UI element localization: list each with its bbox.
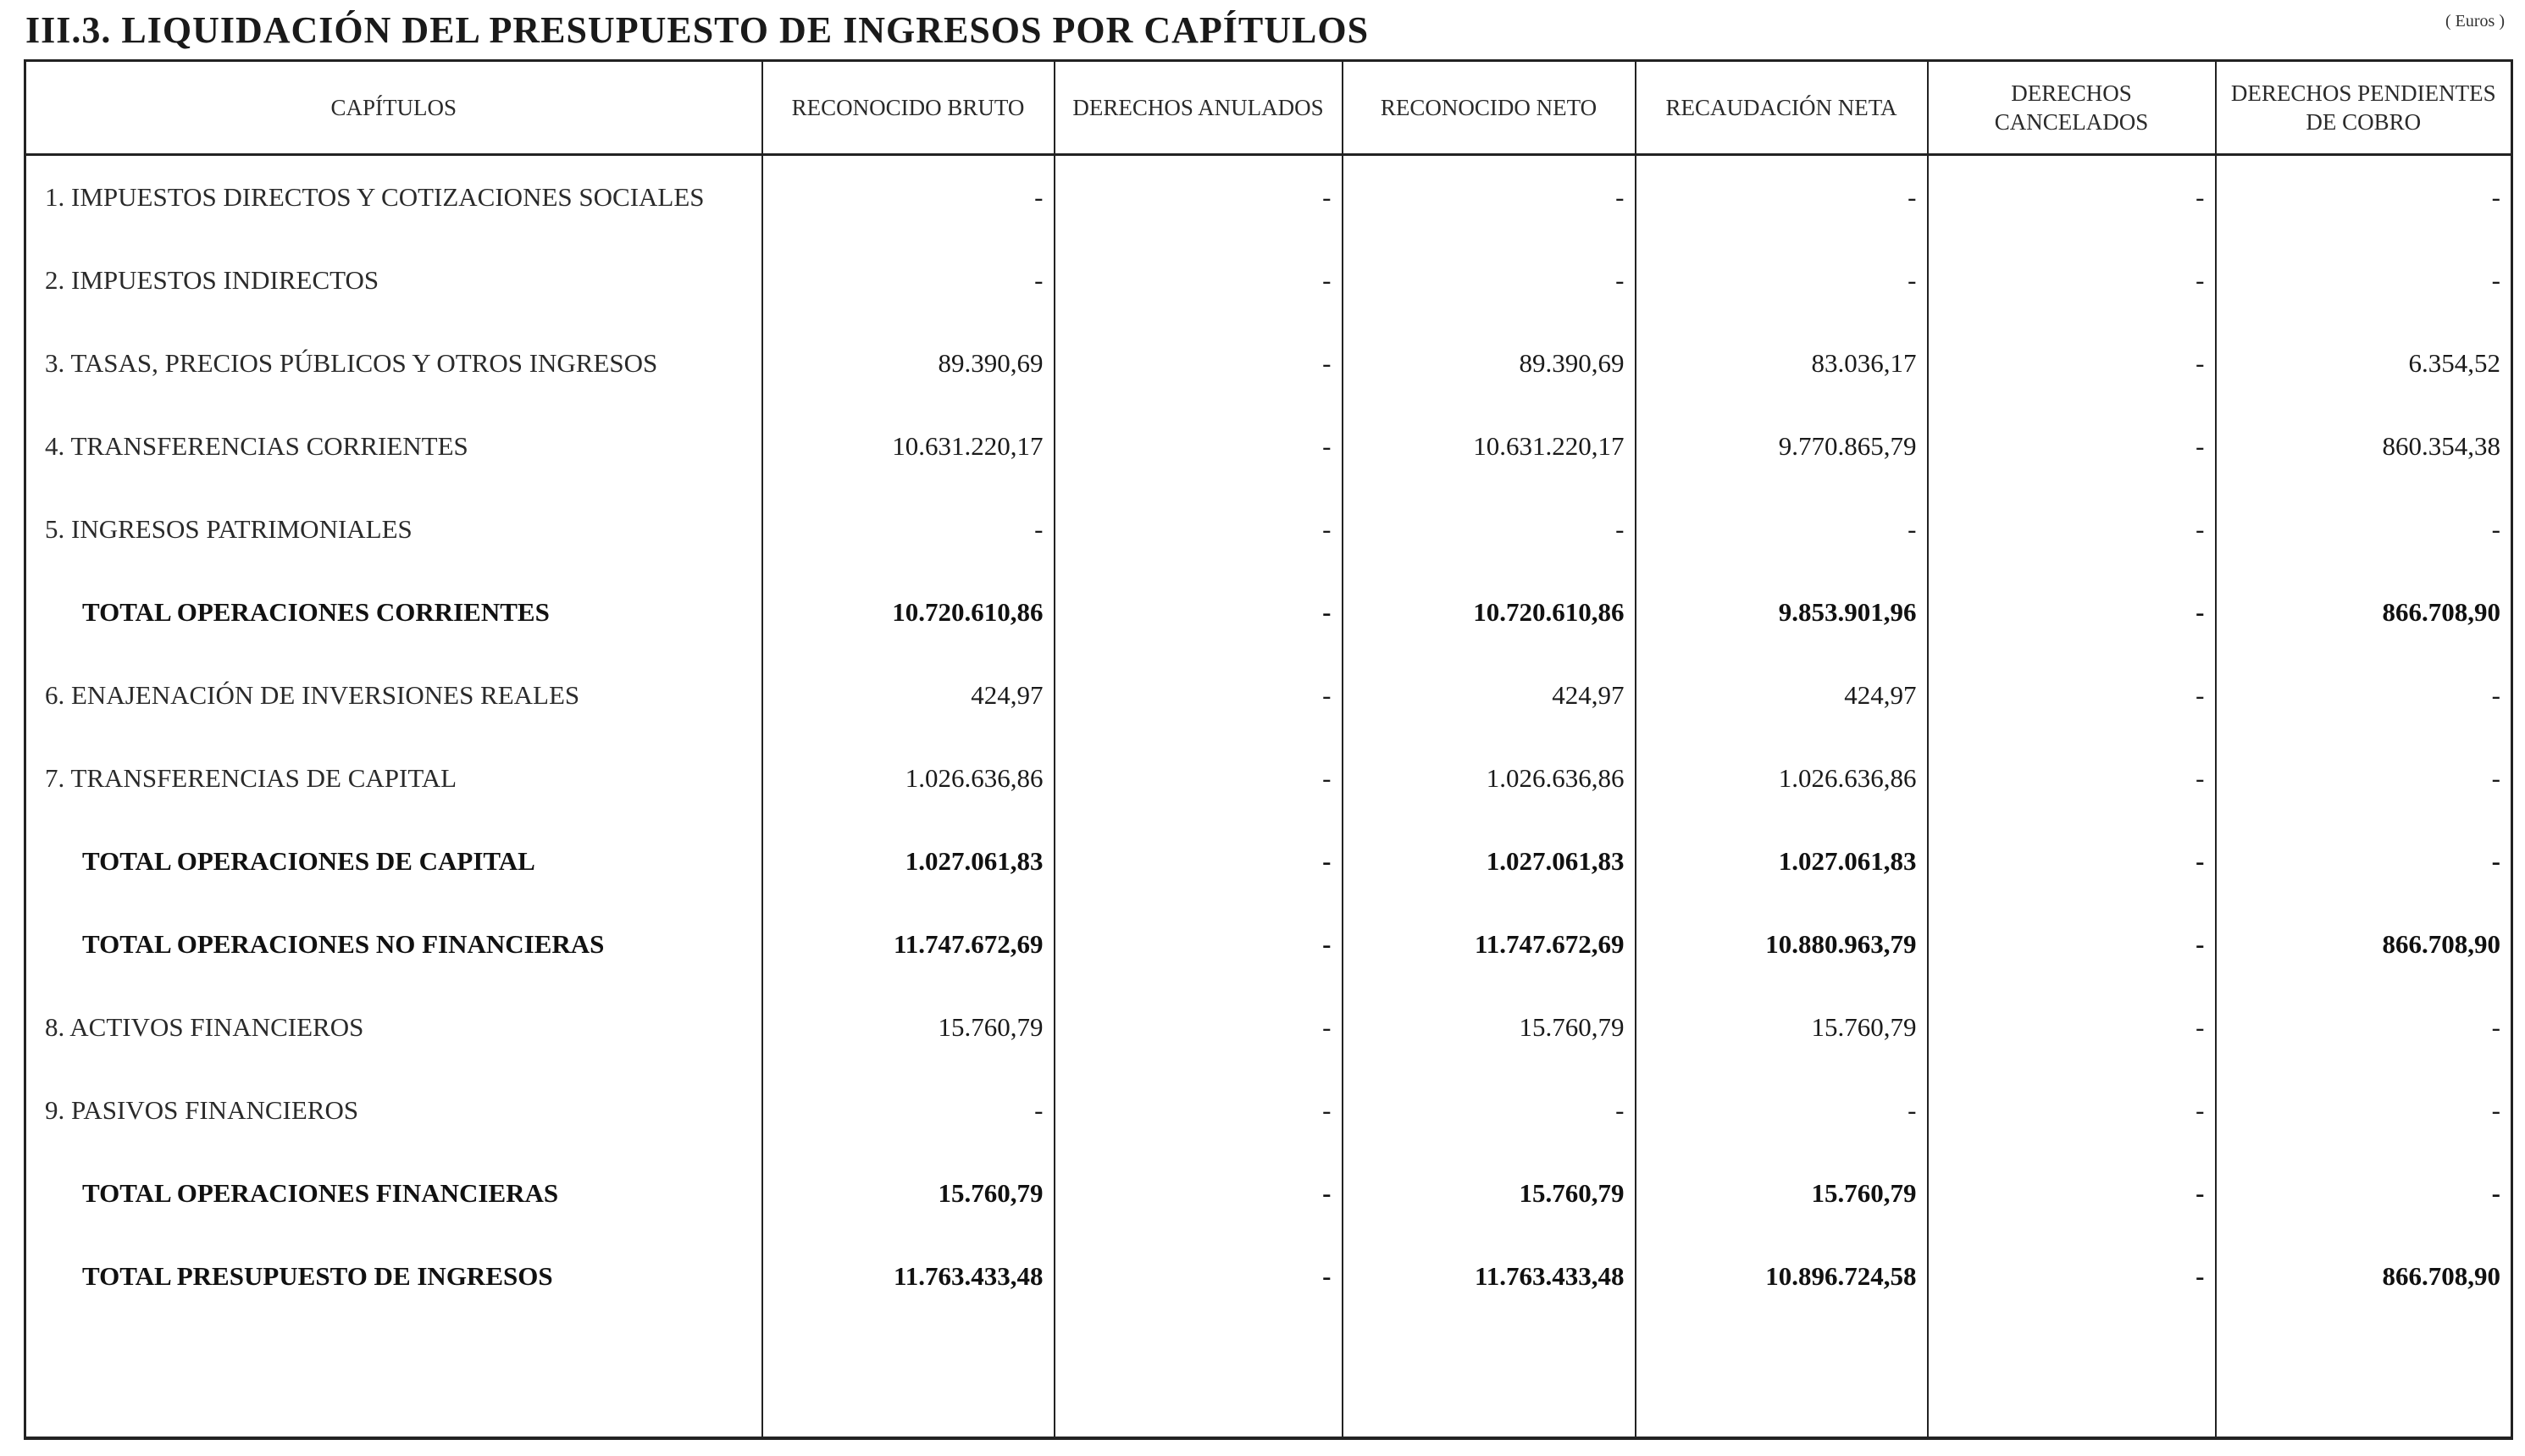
reconocido-neto-cell: - (1343, 155, 1636, 240)
row-label: TOTAL OPERACIONES FINANCIERAS (82, 1178, 559, 1208)
derechos-anulados-cell: - (1055, 654, 1343, 737)
pendientes-cobro-cell: - (2216, 1152, 2512, 1235)
reconocido-bruto-cell: 424,97 (762, 654, 1055, 737)
header-recaudacion-neta: RECAUDACIÓN NETA (1636, 61, 1928, 155)
pendientes-cobro-cell: 860.354,38 (2216, 405, 2512, 488)
derechos-cancelados-cell: - (1928, 903, 2216, 986)
reconocido-bruto-cell: 11.747.672,69 (762, 903, 1055, 986)
recaudacion-neta-cell: 424,97 (1636, 654, 1928, 737)
reconocido-neto-cell: 10.631.220,17 (1343, 405, 1636, 488)
recaudacion-neta-cell: 1.027.061,83 (1636, 820, 1928, 903)
table-row (25, 986, 2512, 1069)
reconocido-bruto-cell: 15.760,79 (762, 1152, 1055, 1235)
recaudacion-neta-cell: 15.760,79 (1636, 1152, 1928, 1235)
empty-cell (1343, 1318, 1636, 1438)
pendientes-cobro-cell: - (2216, 737, 2512, 820)
pendientes-cobro-cell: 6.354,52 (2216, 322, 2512, 405)
table-row (25, 155, 2512, 240)
row-label: 5. INGRESOS PATRIMONIALES (45, 514, 413, 544)
derechos-anulados-cell: - (1055, 1069, 1343, 1152)
derechos-cancelados-cell: - (1928, 571, 2216, 654)
header-derechos-cancelados: DERECHOS CANCELADOS (1928, 61, 2216, 155)
empty-cell (25, 1318, 762, 1438)
reconocido-bruto-cell: - (762, 488, 1055, 571)
pendientes-cobro-cell: - (2216, 654, 2512, 737)
derechos-anulados-cell: - (1055, 405, 1343, 488)
row-label: 1. IMPUESTOS DIRECTOS Y COTIZACIONES SOCIALES (45, 182, 705, 212)
header-derechos-anulados: DERECHOS ANULADOS (1055, 61, 1343, 155)
recaudacion-neta-cell: - (1636, 1069, 1928, 1152)
recaudacion-neta-cell: 10.880.963,79 (1636, 903, 1928, 986)
derechos-cancelados-cell: - (1928, 737, 2216, 820)
derechos-cancelados-cell: - (1928, 1152, 2216, 1235)
pendientes-cobro-cell: - (2216, 986, 2512, 1069)
row-label: 6. ENAJENACIÓN DE INVERSIONES REALES (45, 680, 580, 710)
recaudacion-neta-cell: 9.853.901,96 (1636, 571, 1928, 654)
total-row (25, 903, 2512, 986)
row-label: 8. ACTIVOS FINANCIEROS (45, 1012, 364, 1042)
derechos-cancelados-cell: - (1928, 488, 2216, 571)
reconocido-neto-cell: 11.763.433,48 (1343, 1235, 1636, 1318)
row-label: TOTAL OPERACIONES NO FINANCIERAS (82, 929, 605, 959)
derechos-cancelados-cell: - (1928, 155, 2216, 240)
row-label: TOTAL PRESUPUESTO DE INGRESOS (82, 1261, 553, 1291)
reconocido-neto-cell: 1.027.061,83 (1343, 820, 1636, 903)
derechos-cancelados-cell: - (1928, 322, 2216, 405)
reconocido-neto-cell: 89.390,69 (1343, 322, 1636, 405)
reconocido-bruto-cell: 10.631.220,17 (762, 405, 1055, 488)
total-row (25, 1152, 2512, 1235)
derechos-anulados-cell: - (1055, 155, 1343, 240)
derechos-anulados-cell: - (1055, 239, 1343, 322)
pendientes-cobro-cell: 866.708,90 (2216, 1235, 2512, 1318)
row-label: 2. IMPUESTOS INDIRECTOS (45, 265, 379, 295)
table-row (25, 737, 2512, 820)
recaudacion-neta-cell: 9.770.865,79 (1636, 405, 1928, 488)
reconocido-neto-cell: 15.760,79 (1343, 986, 1636, 1069)
derechos-anulados-cell: - (1055, 986, 1343, 1069)
table-row (25, 405, 2512, 488)
reconocido-neto-cell: 11.747.672,69 (1343, 903, 1636, 986)
pendientes-cobro-cell: 866.708,90 (2216, 903, 2512, 986)
header-reconocido-bruto: RECONOCIDO BRUTO (762, 61, 1055, 155)
reconocido-bruto-cell: - (762, 155, 1055, 240)
derechos-anulados-cell: - (1055, 1152, 1343, 1235)
recaudacion-neta-cell: 83.036,17 (1636, 322, 1928, 405)
recaudacion-neta-cell: - (1636, 155, 1928, 240)
header-derechos-pendientes: DERECHOS PENDIENTES DE COBRO (2216, 61, 2512, 155)
row-label: 9. PASIVOS FINANCIEROS (45, 1095, 359, 1125)
recaudacion-neta-cell: 1.026.636,86 (1636, 737, 1928, 820)
header-row (25, 61, 2512, 155)
total-row (25, 571, 2512, 654)
empty-cell (1055, 1318, 1343, 1438)
pendientes-cobro-cell: - (2216, 1069, 2512, 1152)
recaudacion-neta-cell: - (1636, 239, 1928, 322)
table-row (25, 488, 2512, 571)
page-title: III.3. LIQUIDACIÓN DEL PRESUPUESTO DE INGRESOS POR CAPÍTULOS (25, 9, 1370, 51)
derechos-cancelados-cell: - (1928, 239, 2216, 322)
income-budget-table (24, 59, 2513, 1440)
table-body (25, 155, 2512, 1439)
units-label: ( Euros ) (2445, 12, 2505, 30)
empty-spacer-row (25, 1318, 2512, 1438)
table-row (25, 1069, 2512, 1152)
reconocido-neto-cell: 1.026.636,86 (1343, 737, 1636, 820)
reconocido-bruto-cell: - (762, 239, 1055, 322)
row-label: 4. TRANSFERENCIAS CORRIENTES (45, 431, 468, 461)
empty-cell (1636, 1318, 1928, 1438)
empty-cell (762, 1318, 1055, 1438)
reconocido-neto-cell: 10.720.610,86 (1343, 571, 1636, 654)
total-row (25, 820, 2512, 903)
derechos-anulados-cell: - (1055, 1235, 1343, 1318)
derechos-cancelados-cell: - (1928, 1069, 2216, 1152)
derechos-cancelados-cell: - (1928, 986, 2216, 1069)
derechos-cancelados-cell: - (1928, 820, 2216, 903)
reconocido-bruto-cell: 89.390,69 (762, 322, 1055, 405)
header-capitulos: CAPÍTULOS (25, 61, 762, 155)
reconocido-bruto-cell: - (762, 1069, 1055, 1152)
pendientes-cobro-cell: - (2216, 239, 2512, 322)
pendientes-cobro-cell: 866.708,90 (2216, 571, 2512, 654)
empty-cell (1928, 1318, 2216, 1438)
total-row (25, 1235, 2512, 1318)
reconocido-bruto-cell: 11.763.433,48 (762, 1235, 1055, 1318)
empty-cell (2216, 1318, 2512, 1438)
reconocido-neto-cell: - (1343, 488, 1636, 571)
reconocido-neto-cell: 15.760,79 (1343, 1152, 1636, 1235)
derechos-anulados-cell: - (1055, 488, 1343, 571)
table-row (25, 322, 2512, 405)
recaudacion-neta-cell: 15.760,79 (1636, 986, 1928, 1069)
derechos-anulados-cell: - (1055, 820, 1343, 903)
derechos-cancelados-cell: - (1928, 1235, 2216, 1318)
derechos-cancelados-cell: - (1928, 654, 2216, 737)
derechos-anulados-cell: - (1055, 737, 1343, 820)
derechos-anulados-cell: - (1055, 903, 1343, 986)
row-label: 7. TRANSFERENCIAS DE CAPITAL (45, 763, 457, 793)
row-label: 3. TASAS, PRECIOS PÚBLICOS Y OTROS INGRESOS (45, 348, 658, 378)
table-row (25, 239, 2512, 322)
pendientes-cobro-cell: - (2216, 155, 2512, 240)
row-label: TOTAL OPERACIONES DE CAPITAL (82, 846, 535, 876)
reconocido-bruto-cell: 1.027.061,83 (762, 820, 1055, 903)
reconocido-bruto-cell: 1.026.636,86 (762, 737, 1055, 820)
reconocido-neto-cell: - (1343, 1069, 1636, 1152)
reconocido-bruto-cell: 10.720.610,86 (762, 571, 1055, 654)
derechos-anulados-cell: - (1055, 571, 1343, 654)
row-label: TOTAL OPERACIONES CORRIENTES (82, 597, 550, 627)
recaudacion-neta-cell: 10.896.724,58 (1636, 1235, 1928, 1318)
derechos-cancelados-cell: - (1928, 405, 2216, 488)
reconocido-neto-cell: 424,97 (1343, 654, 1636, 737)
header-reconocido-neto: RECONOCIDO NETO (1343, 61, 1636, 155)
reconocido-neto-cell: - (1343, 239, 1636, 322)
pendientes-cobro-cell: - (2216, 820, 2512, 903)
recaudacion-neta-cell: - (1636, 488, 1928, 571)
table-row (25, 654, 2512, 737)
derechos-anulados-cell: - (1055, 322, 1343, 405)
pendientes-cobro-cell: - (2216, 488, 2512, 571)
reconocido-bruto-cell: 15.760,79 (762, 986, 1055, 1069)
